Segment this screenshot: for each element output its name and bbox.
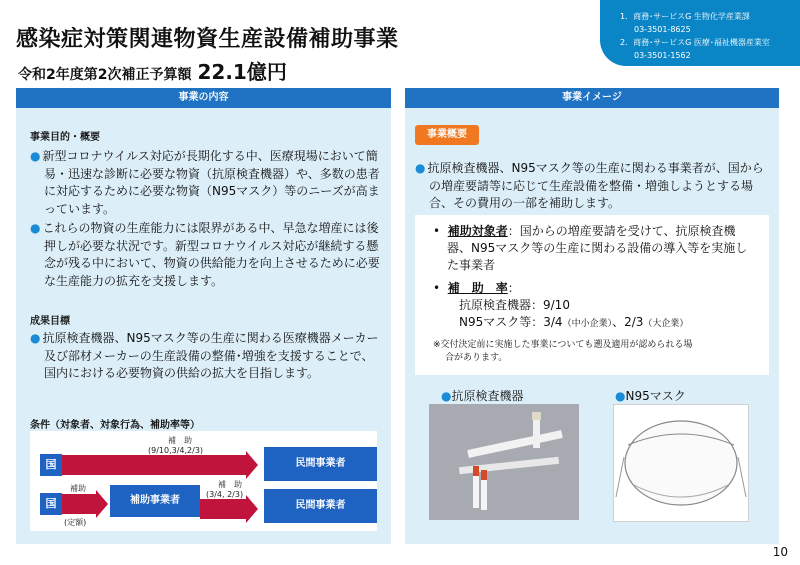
n95-mask-icon — [614, 405, 748, 521]
contact-line-2: 2．商務･サービスG 医療･福祉機器産業室 — [620, 38, 770, 47]
image-panel — [405, 88, 779, 544]
contact-line-1: 1．商務･サービスG 生物化学産業課 — [620, 12, 750, 21]
small-arrow — [62, 494, 96, 514]
intermediary-box: 補助事業者 — [110, 485, 200, 517]
kuni-box-2: 国 — [40, 493, 62, 515]
kuni-box-1: 国 — [40, 454, 62, 476]
mask-photo-label — [615, 387, 686, 404]
purpose-bullet-2-text: これらの物資の生産能力には限界がある中、早急な増産には後押しが必要な状況です。新型コロナウイルス対応が継続する懸念が残る中において、物資の供給能力を向上させるために必要な生産能力の拡充を支援します。 — [42, 221, 380, 288]
image-panel-header: 事業イメージ — [405, 88, 779, 108]
bullet-point: • — [433, 281, 448, 295]
overview-badge: 事業概要 — [415, 125, 479, 145]
antigen-photo-label-text: 抗原検査機器 — [451, 389, 524, 403]
mid-arrow-label: 補 助 — [218, 480, 242, 489]
n95-mask-image — [613, 404, 749, 522]
mid-arrow — [200, 499, 246, 519]
purpose-bullet-1-text: 新型コロナウイルス対応が長期化する中、医療現場において簡易・迅速な診断に必要な物資（抗原検査機器）や、多数の患者に対応するために必要な物資（N95マスク）等のニーズが高まっています。 — [42, 149, 380, 216]
rate-line-2-mid: 、2/3 — [612, 315, 644, 329]
contact-tel-1: 03-3501-8625 — [634, 25, 691, 34]
subsidy-flow-diagram — [30, 431, 377, 531]
hojo-label: 補助 — [70, 484, 86, 493]
rate-line-1: 抗原検査機器：9/10 — [459, 298, 570, 312]
outcome-text: 抗原検査機器、N95マスク等の生産に関わる医療機器メーカー及び部材メーカーの生産設備の整備･増強を支援することで、国内における必要物資の供給の拡大を目指します。 — [42, 331, 379, 380]
bullet-point: • — [433, 224, 448, 238]
purpose-bullet-2 — [30, 220, 382, 290]
rate-label: 補 助 率 — [447, 281, 508, 295]
rate-line-2-sme: （中小企業） — [562, 319, 613, 329]
purpose-bullet-1 — [30, 148, 382, 218]
summary-text: 抗原検査機器、N95マスク等の生産に関わる事業者が、国からの増産要請等に応じて生産設備を整備・増強しようとする場合、その費用の一部を補助します。 — [427, 161, 764, 210]
teigaku-label: (定額) — [64, 518, 87, 527]
content-panel-header: 事業の内容 — [16, 88, 391, 108]
page-number: 10 — [772, 545, 788, 559]
antigen-test-kit-icon — [429, 404, 579, 520]
target-item — [433, 223, 759, 274]
page-title: 感染症対策関連物資生産設備補助事業 — [16, 27, 399, 52]
bullet-icon: ● — [415, 161, 426, 175]
target-label: 補助対象者 — [447, 224, 508, 238]
budget-line — [18, 56, 287, 85]
note-line-1: ※交付決定前に実施した事業についても遡及適用が認められる場 — [433, 340, 693, 350]
bullet-icon: ● — [615, 389, 626, 403]
bullet-icon: ● — [30, 149, 41, 163]
retroactive-note — [433, 339, 759, 365]
note-line-2: 合があります。 — [445, 353, 508, 363]
rate-line-2 — [433, 314, 759, 333]
rate-item — [433, 280, 759, 297]
conditions-label: 条件（対象者、対象行為、補助率等） — [30, 420, 200, 431]
top-arrow-label: 補 助 — [168, 436, 192, 445]
contact-box — [600, 0, 800, 66]
private-company-box-2: 民間事業者 — [264, 489, 377, 523]
private-company-box-1: 民間事業者 — [264, 447, 377, 481]
top-arrow — [62, 455, 246, 475]
rate-line-2-large: （大企業） — [643, 319, 689, 329]
summary-bullet — [415, 160, 771, 213]
mid-arrow-rate: (3/4, 2/3) — [206, 490, 244, 499]
outcome-label: 成果目標 — [30, 316, 70, 327]
outcome-bullet — [30, 330, 382, 383]
purpose-label: 事業目的・概要 — [30, 132, 100, 143]
content-panel — [16, 88, 391, 544]
rate-colon: ： — [507, 281, 520, 295]
budget-label: 令和2年度第2次補正予算額 — [18, 67, 192, 83]
bullet-icon: ● — [30, 221, 41, 235]
target-text: ：国からの増産要請を受けて、抗原検査機器、N95マスク等の生産に関わる設備の導入等を実施した事業者 — [447, 224, 748, 272]
antigen-photo-label — [441, 387, 524, 404]
contact-tel-2: 03-3501-1562 — [634, 51, 691, 60]
bullet-icon: ● — [441, 389, 452, 403]
antigen-test-kit-image — [429, 404, 579, 520]
mask-photo-label-text: N95マスク — [625, 389, 686, 403]
top-arrow-rate: (9/10,3/4,2/3) — [148, 446, 204, 455]
bullet-icon: ● — [30, 331, 41, 345]
rate-line-2-main: N95マスク等：3/4 — [459, 315, 563, 329]
budget-amount: 22.1億円 — [197, 60, 287, 84]
subsidy-details-box — [415, 215, 769, 375]
